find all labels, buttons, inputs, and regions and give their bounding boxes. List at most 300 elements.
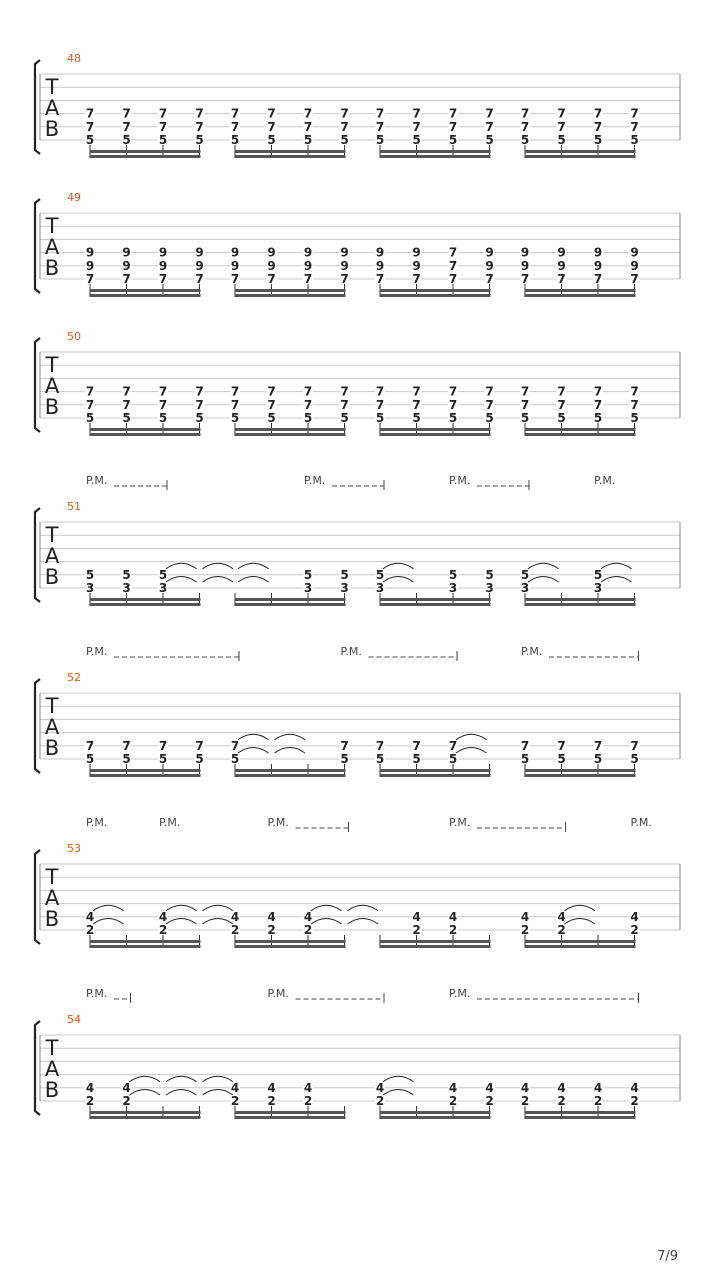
fret-number: 7 xyxy=(593,106,603,121)
fret-number: 7 xyxy=(485,384,494,399)
fret-number: 7 xyxy=(375,738,385,753)
fret-number: 7 xyxy=(340,106,349,121)
fret-number: 7 xyxy=(593,384,603,399)
fret-number: 9 xyxy=(630,258,639,273)
fret-number: 7 xyxy=(267,106,276,121)
measure-number: 50 xyxy=(67,330,81,343)
tab-clef-letter: T xyxy=(45,75,59,99)
tie-arc xyxy=(565,919,596,925)
fret-number: 7 xyxy=(267,272,276,286)
tie-arc xyxy=(130,1090,161,1096)
tab-clef-letter: A xyxy=(44,235,60,259)
fret-number: 2 xyxy=(85,923,95,937)
fret-number: 4 xyxy=(412,909,421,924)
fret-number: 2 xyxy=(303,1094,313,1108)
fret-number: 5 xyxy=(375,411,385,425)
tab-system xyxy=(35,52,680,158)
tab-system xyxy=(35,191,680,297)
fret-number: 9 xyxy=(195,245,204,260)
beam xyxy=(90,433,201,436)
fret-number: 7 xyxy=(448,272,458,286)
fret-number: 2 xyxy=(267,1094,276,1108)
palm-mute-label: P.M. xyxy=(304,474,326,487)
fret-number: 9 xyxy=(340,245,349,260)
tab-clef-letter: T xyxy=(45,694,59,718)
tie-arc xyxy=(166,1090,197,1096)
fret-number: 5 xyxy=(267,411,276,425)
tie-arc xyxy=(166,563,197,569)
tie-arc xyxy=(203,577,234,583)
fret-number: 9 xyxy=(520,258,530,273)
beam xyxy=(235,428,346,431)
fret-number: 5 xyxy=(593,567,603,582)
tie-arc xyxy=(203,1090,234,1096)
fret-number: 7 xyxy=(340,397,349,412)
fret-number: 3 xyxy=(375,581,385,595)
beam xyxy=(235,945,346,948)
beam xyxy=(90,769,201,772)
beam xyxy=(525,294,636,297)
fret-number: 5 xyxy=(485,133,494,147)
fret-number: 9 xyxy=(122,258,131,273)
fret-number: 5 xyxy=(630,411,639,425)
beam xyxy=(380,1111,491,1114)
fret-number: 4 xyxy=(303,1080,313,1095)
tie-arc xyxy=(203,1076,234,1082)
measure-number: 49 xyxy=(67,191,81,204)
tie-arc xyxy=(311,905,342,911)
tab-system xyxy=(35,645,680,777)
fret-number: 7 xyxy=(230,384,240,399)
palm-mute-label: P.M. xyxy=(449,474,471,487)
fret-number: 4 xyxy=(230,909,240,924)
beam xyxy=(380,940,491,943)
fret-number: 7 xyxy=(520,119,530,134)
tie-arc xyxy=(565,905,596,911)
fret-number: 9 xyxy=(122,245,131,260)
staff-bracket xyxy=(35,1021,40,1115)
tie-arc xyxy=(130,1076,161,1082)
fret-number: 7 xyxy=(630,738,639,753)
fret-number: 7 xyxy=(375,119,385,134)
fret-number: 5 xyxy=(520,752,530,766)
fret-number: 7 xyxy=(485,106,494,121)
tab-clef-letter: A xyxy=(44,886,60,910)
fret-number: 7 xyxy=(448,384,458,399)
tie-arc xyxy=(383,563,414,569)
fret-number: 9 xyxy=(412,258,421,273)
fret-number: 4 xyxy=(520,1080,530,1095)
beam xyxy=(90,150,201,153)
tab-clef-letter: T xyxy=(45,353,59,377)
tab-clef-letter: B xyxy=(44,395,60,419)
fret-number: 7 xyxy=(340,384,349,399)
fret-number: 3 xyxy=(122,581,131,595)
fret-number: 5 xyxy=(375,567,385,582)
tie-arc xyxy=(203,919,234,925)
fret-number: 7 xyxy=(485,272,494,286)
fret-number: 2 xyxy=(158,923,168,937)
beam xyxy=(380,428,491,431)
fret-number: 4 xyxy=(448,909,458,924)
fret-number: 4 xyxy=(303,909,313,924)
fret-number: 9 xyxy=(412,245,421,260)
tie-arc xyxy=(383,1076,414,1082)
beam xyxy=(525,598,636,601)
fret-number: 5 xyxy=(340,411,349,425)
fret-number: 7 xyxy=(85,397,95,412)
fret-number: 9 xyxy=(557,245,566,260)
beam xyxy=(525,150,636,153)
fret-number: 7 xyxy=(158,119,168,134)
palm-mute-label: P.M. xyxy=(86,645,108,658)
fret-number: 9 xyxy=(85,245,95,260)
beam xyxy=(380,433,491,436)
fret-number: 9 xyxy=(230,245,240,260)
beam xyxy=(90,1111,201,1114)
beam xyxy=(90,1116,201,1119)
tab-clef-letter: A xyxy=(44,1057,60,1081)
fret-number: 7 xyxy=(85,384,95,399)
fret-number: 7 xyxy=(122,272,131,286)
palm-mute-label: P.M. xyxy=(86,987,108,1000)
fret-number: 5 xyxy=(448,411,458,425)
tab-clef-letter: A xyxy=(44,374,60,398)
fret-number: 2 xyxy=(375,1094,385,1108)
beam xyxy=(90,289,201,292)
beam xyxy=(525,774,636,777)
fret-number: 4 xyxy=(520,909,530,924)
fret-number: 5 xyxy=(158,411,168,425)
fret-number: 7 xyxy=(340,272,349,286)
fret-number: 3 xyxy=(340,581,349,595)
fret-number: 4 xyxy=(630,1080,639,1095)
tie-arc xyxy=(275,748,306,754)
fret-number: 5 xyxy=(593,752,603,766)
beam xyxy=(525,428,636,431)
fret-number: 5 xyxy=(230,752,240,766)
staff-bracket xyxy=(35,199,40,293)
fret-number: 5 xyxy=(630,752,639,766)
fret-number: 9 xyxy=(593,245,603,260)
beam xyxy=(235,155,346,158)
fret-number: 7 xyxy=(412,738,421,753)
fret-number: 9 xyxy=(340,258,349,273)
fret-number: 7 xyxy=(122,397,131,412)
fret-number: 7 xyxy=(520,738,530,753)
fret-number: 7 xyxy=(557,384,566,399)
fret-number: 7 xyxy=(122,106,131,121)
fret-number: 7 xyxy=(303,119,313,134)
beam xyxy=(380,774,491,777)
tab-clef-letter: B xyxy=(44,736,60,760)
tie-arc xyxy=(456,734,487,740)
beam xyxy=(90,598,201,601)
fret-number: 5 xyxy=(340,752,349,766)
fret-number: 2 xyxy=(122,1094,131,1108)
fret-number: 3 xyxy=(158,581,168,595)
fret-number: 5 xyxy=(230,411,240,425)
beam xyxy=(235,433,346,436)
fret-number: 5 xyxy=(158,133,168,147)
fret-number: 4 xyxy=(85,1080,95,1095)
fret-number: 7 xyxy=(375,384,385,399)
fret-number: 7 xyxy=(230,119,240,134)
fret-number: 5 xyxy=(122,411,131,425)
fret-number: 2 xyxy=(448,1094,458,1108)
palm-mute-label: P.M. xyxy=(449,816,471,829)
measure-number: 54 xyxy=(67,1013,81,1026)
beam xyxy=(525,289,636,292)
fret-number: 7 xyxy=(158,384,168,399)
staff-bracket xyxy=(35,60,40,154)
tie-arc xyxy=(203,905,234,911)
beam xyxy=(380,294,491,297)
tab-system xyxy=(35,816,680,948)
staff-bracket xyxy=(35,679,40,773)
tab-clef-letter: T xyxy=(45,214,59,238)
tab-system xyxy=(35,474,680,606)
fret-number: 7 xyxy=(520,272,530,286)
fret-number: 7 xyxy=(267,384,276,399)
tie-arc xyxy=(166,1076,197,1082)
fret-number: 7 xyxy=(520,106,530,121)
tie-arc xyxy=(348,905,379,911)
beam xyxy=(235,774,346,777)
fret-number: 5 xyxy=(375,752,385,766)
fret-number: 7 xyxy=(593,738,603,753)
fret-number: 5 xyxy=(158,752,168,766)
fret-number: 5 xyxy=(303,567,313,582)
tie-arc xyxy=(238,563,269,569)
fret-number: 2 xyxy=(485,1094,494,1108)
fret-number: 7 xyxy=(448,397,458,412)
tab-system xyxy=(35,987,680,1119)
tie-arc xyxy=(238,734,269,740)
fret-number: 7 xyxy=(593,397,603,412)
fret-number: 2 xyxy=(412,923,421,937)
fret-number: 7 xyxy=(485,119,494,134)
fret-number: 3 xyxy=(448,581,458,595)
fret-number: 4 xyxy=(267,909,276,924)
beam xyxy=(380,945,491,948)
fret-number: 7 xyxy=(557,272,566,286)
fret-number: 7 xyxy=(630,119,639,134)
beam xyxy=(235,940,346,943)
staff-bracket xyxy=(35,508,40,602)
fret-number: 2 xyxy=(593,1094,603,1108)
fret-number: 5 xyxy=(412,133,421,147)
beam xyxy=(380,603,491,606)
fret-number: 5 xyxy=(85,411,95,425)
fret-number: 5 xyxy=(412,752,421,766)
fret-number: 2 xyxy=(267,923,276,937)
fret-number: 7 xyxy=(230,106,240,121)
fret-number: 7 xyxy=(448,106,458,121)
fret-number: 2 xyxy=(557,923,566,937)
fret-number: 5 xyxy=(267,133,276,147)
tie-arc xyxy=(93,905,124,911)
fret-number: 7 xyxy=(158,738,168,753)
fret-number: 5 xyxy=(85,133,95,147)
fret-number: 7 xyxy=(448,258,458,273)
tie-arc xyxy=(528,563,559,569)
beam xyxy=(90,774,201,777)
fret-number: 5 xyxy=(520,133,530,147)
beam xyxy=(90,945,201,948)
beam xyxy=(380,1116,491,1119)
fret-number: 5 xyxy=(195,752,204,766)
fret-number: 5 xyxy=(122,752,131,766)
fret-number: 7 xyxy=(520,397,530,412)
fret-number: 2 xyxy=(230,1094,240,1108)
measure-number: 53 xyxy=(67,842,81,855)
palm-mute-label: P.M. xyxy=(267,987,289,1000)
page-number: 7/9 xyxy=(657,1249,678,1264)
fret-number: 7 xyxy=(303,397,313,412)
palm-mute-label: P.M. xyxy=(86,474,108,487)
fret-number: 7 xyxy=(375,397,385,412)
fret-number: 7 xyxy=(122,119,131,134)
fret-number: 5 xyxy=(593,411,603,425)
fret-number: 5 xyxy=(485,567,494,582)
beam xyxy=(525,433,636,436)
fret-number: 5 xyxy=(303,133,313,147)
tab-clef-letter: A xyxy=(44,715,60,739)
fret-number: 9 xyxy=(630,245,639,260)
fret-number: 7 xyxy=(195,384,204,399)
fret-number: 7 xyxy=(340,738,349,753)
beam xyxy=(235,769,346,772)
fret-number: 2 xyxy=(85,1094,95,1108)
beam xyxy=(90,155,201,158)
tie-arc xyxy=(311,919,342,925)
fret-number: 4 xyxy=(557,909,566,924)
fret-number: 7 xyxy=(85,272,95,286)
fret-number: 7 xyxy=(448,738,458,753)
fret-number: 7 xyxy=(557,119,566,134)
fret-number: 5 xyxy=(122,133,131,147)
fret-number: 7 xyxy=(412,397,421,412)
beam xyxy=(235,1111,346,1114)
measure-number: 48 xyxy=(67,52,81,65)
fret-number: 7 xyxy=(122,384,131,399)
fret-number: 7 xyxy=(230,738,240,753)
fret-number: 7 xyxy=(448,119,458,134)
tie-arc xyxy=(456,748,487,754)
fret-number: 2 xyxy=(630,1094,639,1108)
beam xyxy=(525,603,636,606)
fret-number: 9 xyxy=(85,258,95,273)
tab-clef-letter: B xyxy=(44,907,60,931)
fret-number: 9 xyxy=(303,258,313,273)
fret-number: 7 xyxy=(593,119,603,134)
fret-number: 5 xyxy=(230,133,240,147)
fret-number: 7 xyxy=(630,106,639,121)
fret-number: 5 xyxy=(340,567,349,582)
fret-number: 7 xyxy=(375,272,385,286)
fret-number: 3 xyxy=(303,581,313,595)
tie-arc xyxy=(601,577,632,583)
fret-number: 9 xyxy=(375,245,385,260)
fret-number: 7 xyxy=(375,106,385,121)
fret-number: 7 xyxy=(158,272,168,286)
fret-number: 7 xyxy=(412,119,421,134)
fret-number: 9 xyxy=(230,258,240,273)
measure-number: 52 xyxy=(67,671,81,684)
fret-number: 9 xyxy=(195,258,204,273)
tab-clef-letter: B xyxy=(44,117,60,141)
beam xyxy=(525,945,636,948)
fret-number: 7 xyxy=(485,397,494,412)
fret-number: 5 xyxy=(448,133,458,147)
palm-mute-label: P.M. xyxy=(594,474,616,487)
fret-number: 7 xyxy=(158,106,168,121)
fret-number: 7 xyxy=(267,397,276,412)
fret-number: 5 xyxy=(557,133,566,147)
fret-number: 5 xyxy=(448,567,458,582)
beam xyxy=(90,603,201,606)
tie-arc xyxy=(238,577,269,583)
fret-number: 5 xyxy=(375,133,385,147)
palm-mute-label: P.M. xyxy=(449,987,471,1000)
palm-mute-label: P.M. xyxy=(86,816,108,829)
beam xyxy=(525,769,636,772)
fret-number: 5 xyxy=(158,567,168,582)
beam xyxy=(525,1111,636,1114)
fret-number: 7 xyxy=(303,384,313,399)
beam xyxy=(525,940,636,943)
fret-number: 5 xyxy=(85,752,95,766)
tie-arc xyxy=(275,734,306,740)
fret-number: 3 xyxy=(593,581,603,595)
fret-number: 9 xyxy=(158,245,168,260)
fret-number: 7 xyxy=(630,272,639,286)
palm-mute-label: P.M. xyxy=(521,645,543,658)
beam xyxy=(235,598,346,601)
fret-number: 7 xyxy=(195,106,204,121)
fret-number: 4 xyxy=(630,909,639,924)
fret-number: 7 xyxy=(195,272,204,286)
fret-number: 3 xyxy=(485,581,494,595)
fret-number: 7 xyxy=(303,106,313,121)
fret-number: 5 xyxy=(593,133,603,147)
fret-number: 5 xyxy=(557,752,566,766)
tie-arc xyxy=(601,563,632,569)
fret-number: 7 xyxy=(85,119,95,134)
palm-mute-label: P.M. xyxy=(340,645,362,658)
fret-number: 7 xyxy=(230,397,240,412)
beam xyxy=(380,598,491,601)
beam xyxy=(90,294,201,297)
fret-number: 7 xyxy=(195,397,204,412)
fret-number: 5 xyxy=(303,411,313,425)
beam xyxy=(380,769,491,772)
fret-number: 7 xyxy=(557,106,566,121)
fret-number: 9 xyxy=(303,245,313,260)
fret-number: 2 xyxy=(520,923,530,937)
fret-number: 9 xyxy=(485,245,494,260)
fret-number: 2 xyxy=(557,1094,566,1108)
tab-clef-letter: B xyxy=(44,565,60,589)
fret-number: 4 xyxy=(267,1080,276,1095)
fret-number: 7 xyxy=(303,272,313,286)
fret-number: 5 xyxy=(557,411,566,425)
fret-number: 9 xyxy=(267,245,276,260)
fret-number: 7 xyxy=(230,272,240,286)
fret-number: 9 xyxy=(485,258,494,273)
palm-mute-label: P.M. xyxy=(630,816,652,829)
